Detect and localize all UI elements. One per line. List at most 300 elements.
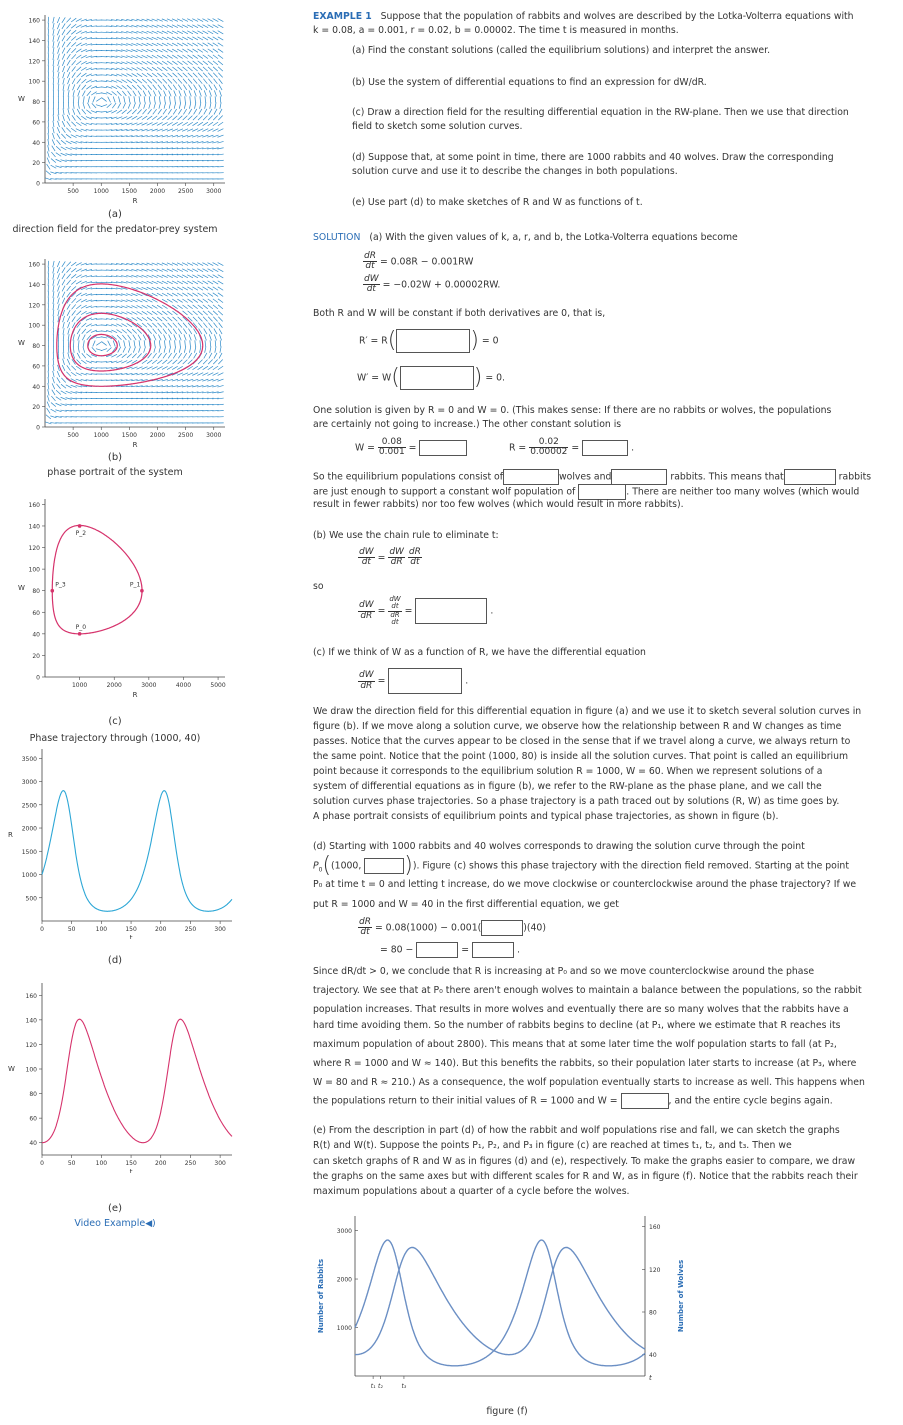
field-arrow [187, 281, 193, 284]
right-tick-label: 160 [649, 1224, 661, 1232]
point-label-P_3: P_3 [55, 581, 66, 589]
field-arrow [187, 43, 193, 46]
field-arrow [195, 340, 196, 346]
both-constant-text: Both R and W will be constant if both derivatives are 0, that is, [313, 308, 606, 319]
field-arrow [192, 287, 198, 290]
field-arrow [58, 292, 60, 298]
y-tick-label: 60 [29, 1115, 37, 1123]
field-arrow [52, 377, 54, 383]
field-arrow [142, 109, 146, 114]
field-arrow [204, 90, 206, 96]
field-arrow [147, 73, 152, 77]
solution-d-line2: $P_0((1000$, )). Figure (c) shows this phase trajectory with the direction field removed. Starting at the point [313, 853, 849, 878]
w-frac-den: 0.001 [378, 447, 405, 458]
field-arrow [167, 67, 172, 71]
field-arrow [87, 91, 91, 96]
field-arrow [177, 43, 183, 46]
field-arrow [52, 383, 55, 389]
field-arrow [122, 324, 128, 327]
field-arrow [162, 61, 167, 64]
field-arrow [137, 85, 141, 90]
field-arrow [188, 353, 191, 358]
phase-portrait-plot [0, 254, 240, 449]
field-arrow [213, 287, 218, 290]
field-arrow [86, 354, 91, 358]
y-tick-label: 40 [32, 383, 40, 391]
y-tick-label: 40 [32, 631, 40, 639]
field-arrow [142, 67, 148, 70]
solution-d-line2-rest: ). Figure (c) shows this phase trajectory with the direction field removed. Starting at the point [412, 860, 849, 872]
field-arrow [157, 67, 162, 71]
field-arrow [57, 17, 59, 23]
field-arrow [183, 109, 186, 114]
solution-a-intro [313, 231, 897, 245]
field-arrow [152, 49, 158, 52]
t-axis-label: t [649, 1374, 652, 1382]
field-arrow [213, 43, 218, 46]
field-arrow [87, 103, 90, 109]
field-arrow [51, 159, 56, 163]
equation-dw-dt: $\frac{dW}{dt}$ = −0.02W + 0.00002RW. [364, 274, 501, 295]
answer-box-w-prime[interactable] [400, 366, 474, 390]
so-equilibrium-line3: result in fewer rabbits) nor too few wolves (which would result in more rabbits). [313, 499, 684, 510]
field-arrow [111, 86, 117, 89]
answer-box-rabbits-2[interactable] [784, 469, 836, 485]
field-arrow [71, 42, 76, 46]
field-arrow [157, 311, 162, 315]
field-arrow [127, 116, 133, 119]
field-arrow [127, 110, 132, 114]
field-arrow [132, 79, 137, 83]
field-arrow [208, 61, 213, 65]
figure-b-caption: phase portrait of the system [47, 467, 183, 478]
field-arrow [86, 85, 91, 89]
trajectory-point [50, 589, 54, 593]
field-arrow [193, 79, 197, 84]
field-arrow [53, 365, 54, 371]
field-arrow [67, 304, 70, 309]
field-arrow [172, 31, 178, 34]
dr-dt-evaluation: $\frac{dR}{dt}$ = 0.08(1000) − 0.001( )(40) [359, 917, 546, 938]
field-arrow [218, 61, 223, 65]
field-arrow [157, 366, 163, 369]
field-arrow [162, 116, 167, 120]
field-arrow [218, 281, 223, 284]
field-arrow [53, 279, 54, 285]
question-b: (b) Use the system of differential equations to find an expression for dW/dR. [352, 77, 707, 88]
answer-box-wolves[interactable] [503, 469, 559, 485]
field-arrow [182, 49, 187, 52]
field-arrow [71, 372, 76, 376]
field-arrow [139, 340, 140, 346]
field-arrow [147, 67, 152, 70]
field-arrow [184, 102, 185, 108]
x-tick-label: 0 [40, 1160, 44, 1167]
field-arrow [127, 360, 133, 363]
field-arrow [152, 55, 158, 58]
deq2-text: = 80 − [380, 944, 414, 956]
dr-dt-evaluation-2: = 80 − = . [380, 942, 520, 958]
field-arrow [66, 18, 70, 23]
left-axis-label: Number of Rabbits [317, 1258, 325, 1334]
answer-box-dw-dr[interactable] [415, 598, 487, 624]
field-arrow [67, 365, 71, 370]
field-arrow [81, 61, 87, 64]
field-arrow [188, 79, 192, 84]
answer-box-p0[interactable] [364, 858, 404, 874]
field-arrow [193, 305, 198, 309]
field-arrow [193, 116, 198, 120]
field-arrow [58, 78, 59, 84]
field-arrow [214, 109, 217, 115]
field-arrow [167, 317, 172, 321]
x-tick-label: 2000 [149, 188, 166, 195]
field-arrow [132, 116, 138, 119]
field-arrow [213, 122, 218, 126]
field-arrow [213, 263, 219, 266]
field-arrow [198, 55, 203, 59]
field-arrow [167, 37, 173, 40]
field-arrow [102, 98, 107, 102]
p0-label: P [313, 860, 319, 872]
solution-e-line1: (e) From the description in part (d) of how the rabbit and wolf populations rise and fall, we can sketch the graphs [313, 1125, 840, 1136]
field-arrow [62, 23, 65, 28]
field-arrow [48, 139, 49, 145]
field-arrow [178, 360, 183, 364]
field-arrow [213, 49, 218, 53]
right-tick-label: 40 [649, 1352, 657, 1360]
field-arrow [193, 67, 198, 71]
field-arrow [144, 103, 146, 109]
x-tick-label: 3000 [206, 432, 222, 439]
field-arrow [198, 293, 203, 296]
field-arrow [203, 293, 208, 297]
solution-curve [57, 284, 203, 386]
field-arrow [62, 66, 64, 72]
field-arrow [187, 31, 193, 34]
field-arrow [76, 49, 81, 53]
field-arrow [188, 311, 193, 315]
trajectory-point [78, 524, 82, 528]
field-arrow [147, 55, 153, 58]
field-arrow [53, 304, 54, 310]
field-arrow [106, 92, 112, 95]
field-arrow [173, 85, 177, 90]
y-tick-label: 140 [25, 1017, 37, 1025]
field-arrow [153, 353, 157, 358]
field-arrow [47, 395, 49, 401]
field-arrow [132, 317, 138, 320]
field-arrow [218, 360, 222, 365]
field-arrow [117, 86, 122, 89]
field-arrow [208, 323, 212, 328]
field-arrow [162, 305, 167, 308]
field-arrow [78, 340, 79, 346]
field-arrow [177, 299, 182, 302]
field-arrow [82, 109, 86, 114]
field-arrow [218, 287, 223, 290]
field-arrow [197, 31, 203, 34]
field-arrow [162, 122, 168, 125]
field-arrow [167, 55, 172, 58]
field-arrow [162, 360, 167, 364]
y-tick-label: 3500 [21, 755, 37, 763]
since-line4: hard time avoiding them. So the number of rabbits begins to decline (at P₁, where we estimate that R reaches its [313, 1020, 841, 1031]
field-arrow [192, 31, 198, 34]
field-arrow [163, 323, 167, 328]
field-arrow [194, 90, 196, 96]
video-example-text[interactable]: Video Example [74, 1218, 146, 1229]
field-arrow [187, 287, 193, 290]
x-tick-label: 2000 [149, 432, 166, 439]
field-arrow [47, 158, 50, 164]
field-arrow [172, 275, 178, 278]
field-arrow [197, 37, 203, 40]
field-arrow [187, 37, 193, 40]
field-arrow [78, 102, 79, 108]
x-tick-label: 1000 [71, 682, 88, 689]
field-arrow [132, 109, 137, 114]
field-arrow [175, 340, 176, 346]
question-c-line1: (c) Draw a direction field for the resulting differential equation in the RW-plane. Then we use that direction [352, 107, 849, 118]
field-arrow [48, 17, 49, 23]
field-arrow [210, 346, 211, 352]
field-arrow [187, 25, 193, 28]
field-arrow [152, 367, 158, 370]
field-arrow [147, 61, 153, 64]
figure-c-label: (c) [108, 716, 122, 727]
field-arrow [213, 129, 219, 132]
field-arrow [63, 78, 65, 84]
field-arrow [213, 293, 218, 297]
field-arrow [195, 96, 196, 102]
field-arrow [57, 279, 59, 285]
question-c-line2: field to sketch some solution curves. [352, 121, 523, 132]
answer-box-deq1[interactable] [481, 920, 523, 936]
field-arrow [167, 287, 173, 290]
field-arrow [167, 31, 173, 34]
field-arrow [101, 331, 107, 332]
field-arrow [198, 122, 203, 125]
field-arrow [203, 67, 208, 71]
w-frac-num: 0.08 [378, 438, 406, 448]
field-arrow [203, 275, 209, 278]
field-arrow [214, 353, 217, 359]
field-arrow [178, 329, 182, 334]
x-tick-label: 150 [125, 926, 137, 933]
field-arrow [113, 96, 115, 102]
field-arrow [147, 123, 153, 126]
figure-c-phase-trajectory [0, 494, 240, 699]
field-arrow [127, 79, 132, 82]
field-arrow [187, 269, 193, 272]
field-arrow [203, 323, 207, 328]
field-arrow [144, 340, 145, 346]
field-arrow [213, 67, 218, 71]
figure-f-caption: figure (f) [486, 1406, 528, 1417]
field-arrow [147, 323, 152, 327]
field-arrow [58, 54, 60, 60]
combined-populations-plot [313, 1208, 693, 1403]
field-arrow [218, 19, 224, 22]
field-arrow [58, 298, 60, 304]
field-arrow [76, 25, 82, 28]
field-arrow [72, 66, 76, 71]
field-arrow [132, 68, 138, 71]
answer-box-deq2[interactable] [416, 942, 458, 958]
field-arrow [128, 347, 130, 353]
field-arrow [162, 281, 168, 284]
solution-e-line3: can sketch graphs of R and W as in figures (d) and (e), respectively. To make the graphs easier to compare, we draw [313, 1156, 856, 1167]
field-arrow [63, 115, 65, 121]
field-arrow [220, 96, 221, 102]
field-arrow [182, 19, 188, 22]
field-arrow [77, 116, 81, 121]
so-eq-text2: wolves and [559, 471, 612, 483]
field-arrow [218, 263, 224, 266]
field-arrow [101, 111, 107, 112]
field-arrow [213, 269, 219, 272]
field-arrow [179, 347, 180, 353]
field-arrow [208, 73, 212, 78]
field-arrow [172, 67, 177, 71]
field-arrow [133, 347, 135, 353]
field-arrow [118, 103, 121, 109]
field-arrow [142, 311, 148, 314]
r-prime-rhs: = 0 [481, 335, 499, 347]
field-arrow [192, 37, 198, 40]
video-example-link[interactable] [0, 1218, 230, 1229]
field-arrow [197, 263, 203, 266]
field-arrow [213, 281, 218, 284]
since-line8 [313, 1093, 897, 1109]
field-arrow [168, 109, 172, 114]
field-arrow [198, 305, 203, 309]
field-arrow [167, 299, 172, 302]
solution-e-line2: R(t) and W(t). Suppose the points P₁, P₂, and P₃ in figure (c) are reached at times t₁, t₂, and t₃. Then we [313, 1140, 792, 1151]
field-arrow [218, 293, 223, 297]
deq1-text: = 0.08(1000) − 0.001( [374, 922, 482, 934]
field-arrow [219, 109, 222, 115]
x-tick-label: 150 [125, 1160, 137, 1167]
phase-trajectory [52, 525, 142, 633]
field-arrow [71, 135, 77, 138]
field-arrow [213, 116, 217, 121]
answer-box-deq3[interactable] [472, 942, 514, 958]
field-arrow [163, 329, 167, 334]
field-arrow [62, 261, 65, 266]
since-line3: population increases. That results in more wolves and eventually there are so many wolves that the rabbits have a [313, 1004, 849, 1015]
field-arrow [47, 408, 51, 413]
field-arrow [142, 85, 146, 90]
field-arrow [137, 79, 142, 83]
field-arrow [214, 90, 216, 96]
field-arrow [53, 285, 54, 291]
field-arrow [183, 329, 186, 334]
field-arrow [192, 275, 198, 278]
field-arrow [68, 322, 70, 328]
field-arrow [83, 96, 84, 102]
field-arrow [81, 299, 87, 302]
field-arrow [63, 328, 64, 334]
field-arrow [108, 341, 111, 347]
y-tick-label: 20 [32, 404, 40, 412]
field-arrow [152, 79, 157, 83]
field-arrow [197, 373, 203, 376]
answer-box-r-eq[interactable] [582, 440, 628, 456]
field-arrow [76, 19, 82, 22]
field-arrow [167, 311, 172, 315]
x-tick-label: 2500 [177, 188, 194, 195]
field-arrow [83, 347, 85, 353]
answer-box-w-initial[interactable] [621, 1093, 669, 1109]
field-arrow [137, 73, 142, 76]
field-arrow [213, 79, 217, 84]
answer-box-diff-eq[interactable] [388, 668, 462, 694]
field-arrow [198, 43, 203, 46]
field-arrow [178, 323, 182, 328]
field-arrow [76, 311, 81, 315]
field-arrow [198, 116, 203, 121]
field-arrow [57, 267, 59, 273]
field-arrow [177, 55, 182, 58]
y-axis-label: W [18, 339, 25, 347]
field-arrow [218, 299, 223, 303]
field-arrow [167, 116, 172, 120]
x-tick-label: 300 [214, 1160, 226, 1167]
field-arrow [133, 91, 136, 96]
field-arrow [92, 103, 96, 108]
y-tick-label: 20 [32, 652, 40, 660]
answer-box-w-eq[interactable] [419, 440, 467, 456]
field-arrow [53, 35, 54, 41]
field-arrow [184, 334, 186, 340]
field-arrow [182, 37, 188, 40]
field-arrow [77, 79, 81, 84]
field-arrow [154, 103, 156, 109]
answer-box-rabbits[interactable] [611, 469, 667, 485]
field-arrow [67, 42, 71, 47]
field-arrow [53, 17, 54, 23]
field-arrow [153, 85, 157, 90]
field-arrow [61, 140, 66, 144]
field-arrow [51, 152, 55, 157]
field-arrow [53, 291, 54, 297]
field-arrow [172, 49, 178, 52]
field-arrow [203, 73, 207, 78]
field-arrow [157, 55, 163, 58]
field-arrow [62, 365, 65, 371]
field-arrow [198, 360, 203, 365]
field-arrow [147, 79, 152, 83]
field-arrow [187, 129, 193, 132]
y-axis-label: W [18, 95, 25, 103]
field-arrow [53, 298, 54, 304]
field-arrow [185, 96, 186, 102]
field-arrow [169, 90, 172, 96]
field-arrow [162, 31, 168, 34]
field-arrow [68, 78, 70, 84]
field-arrow [182, 293, 187, 296]
field-arrow [67, 66, 70, 72]
field-arrow [178, 353, 181, 358]
answer-box-r-prime[interactable] [396, 329, 470, 353]
field-arrow [117, 354, 122, 358]
field-arrow [148, 91, 151, 97]
equation-dr-dt: $\frac{dR}{dt}$ = 0.08R − 0.001RW [364, 251, 474, 272]
field-arrow [197, 129, 203, 132]
field-arrow [51, 396, 55, 401]
